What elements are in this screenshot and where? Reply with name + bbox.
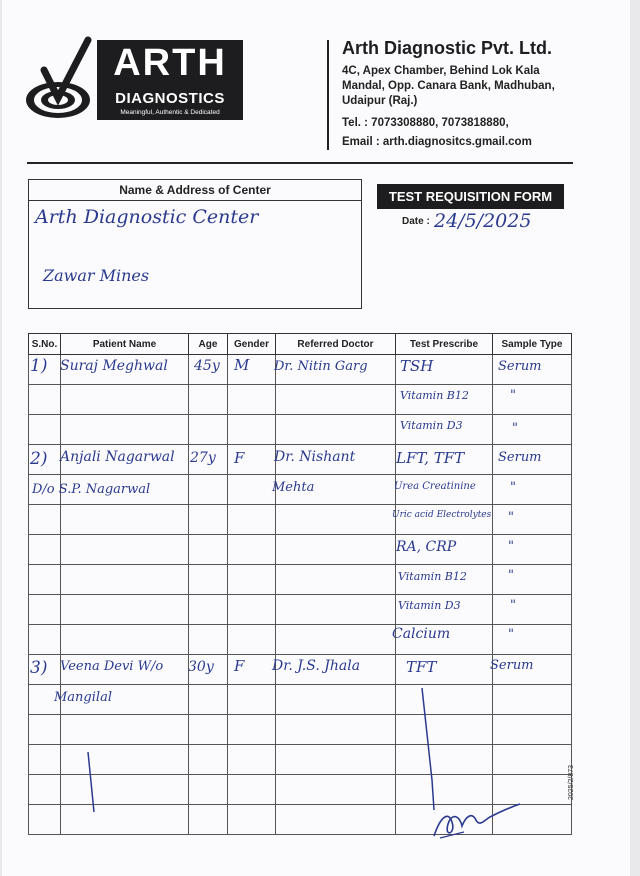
handwritten-patient-name: Suraj Meghwal bbox=[60, 358, 168, 374]
handwritten-test: Vitamin B12 bbox=[398, 570, 467, 583]
handwritten-sample: " bbox=[510, 388, 516, 403]
form-sheet bbox=[2, 0, 630, 876]
column-header: Test Prescribe bbox=[396, 334, 493, 355]
handwritten-doctor: Dr. Nitin Garg bbox=[274, 359, 368, 374]
handwritten-age: 30y bbox=[188, 659, 214, 675]
handwritten-patient-relation: D/o S.P. Nagarwal bbox=[32, 482, 151, 497]
handwritten-test: TFT bbox=[406, 658, 437, 676]
handwritten-sample: " bbox=[512, 421, 518, 436]
handwritten-sample: Serum bbox=[498, 450, 542, 465]
handwritten-test: Urea Creatinine bbox=[394, 481, 476, 492]
email-text: Email : arth.diagnositcs.gmail.com bbox=[342, 136, 532, 148]
handwritten-sample: " bbox=[510, 598, 516, 613]
logo-tagline: Meaningful, Authentic & Dedicated bbox=[120, 109, 220, 116]
form-serial-stamp: 2025/2/873 bbox=[568, 764, 575, 800]
handwritten-center-name: Arth Diagnostic Center bbox=[35, 206, 259, 228]
column-header: S.No. bbox=[29, 334, 61, 355]
handwritten-sample: " bbox=[508, 627, 514, 642]
column-header: Sample Type bbox=[493, 334, 572, 355]
handwritten-test: Uric acid Electrolytes bbox=[392, 510, 492, 520]
handwritten-test: LFT, TFT bbox=[396, 449, 465, 467]
pen-strokes bbox=[2, 0, 630, 876]
logo-text: ARTH bbox=[113, 42, 227, 84]
column-header: Age bbox=[189, 334, 228, 355]
handwritten-test: Vitamin D3 bbox=[400, 419, 463, 432]
handwritten-gender: M bbox=[234, 356, 250, 374]
company-name: Arth Diagnostic Pvt. Ltd. bbox=[342, 38, 553, 58]
handwritten-sample: " bbox=[510, 480, 516, 495]
handwritten-patient-name: Veena Devi W/o bbox=[60, 659, 164, 674]
handwritten-sample: Serum bbox=[490, 658, 534, 673]
form-title: TEST REQUISITION FORM bbox=[377, 184, 564, 209]
handwritten-sno: 2) bbox=[30, 449, 48, 469]
date-label: Date : bbox=[402, 216, 430, 227]
column-header: Patient Name bbox=[61, 334, 189, 355]
handwritten-age: 27y bbox=[190, 450, 216, 466]
handwritten-sample: " bbox=[508, 510, 514, 525]
center-box-title: Name & Address of Center bbox=[119, 183, 271, 197]
handwritten-center-address: Zawar Mines bbox=[43, 266, 150, 285]
phone-text: Tel. : 7073308880, 7073818880, bbox=[342, 117, 509, 129]
handwritten-patient-name: Anjali Nagarwal bbox=[60, 449, 175, 465]
handwritten-test: Vitamin D3 bbox=[398, 599, 461, 612]
handwritten-sno: 3) bbox=[30, 658, 48, 678]
handwritten-sample: Serum bbox=[498, 359, 542, 374]
signature-icon bbox=[430, 798, 526, 844]
handwritten-doctor: Dr. J.S. Jhala bbox=[272, 658, 361, 674]
handwritten-test: TSH bbox=[400, 357, 434, 375]
address-line: Mandal, Opp. Canara Bank, Madhuban, bbox=[342, 80, 555, 92]
handwritten-doctor: Dr. Nishant bbox=[274, 449, 356, 465]
handwritten-gender: F bbox=[234, 449, 245, 467]
column-header: Gender bbox=[228, 334, 276, 355]
logo-subtext: DIAGNOSTICS bbox=[115, 90, 225, 107]
handwritten-sno: 1) bbox=[30, 356, 48, 376]
handwritten-doctor-surname: Mehta bbox=[272, 480, 315, 495]
handwritten-age: 45y bbox=[194, 358, 220, 374]
handwritten-patient-relation: Mangilal bbox=[54, 690, 112, 705]
address-line: 4C, Apex Chamber, Behind Lok Kala bbox=[342, 65, 540, 77]
handwritten-test: Calcium bbox=[392, 626, 451, 642]
handwritten-test: RA, CRP bbox=[396, 539, 457, 555]
address-line: Udaipur (Raj.) bbox=[342, 95, 418, 107]
handwritten-test: Vitamin B12 bbox=[400, 389, 469, 402]
handwritten-sample: " bbox=[508, 568, 514, 583]
column-header: Referred Doctor bbox=[276, 334, 396, 355]
handwritten-sample: " bbox=[508, 539, 514, 554]
handwritten-gender: F bbox=[234, 657, 245, 675]
handwritten-date: 24/5/2025 bbox=[434, 210, 532, 232]
